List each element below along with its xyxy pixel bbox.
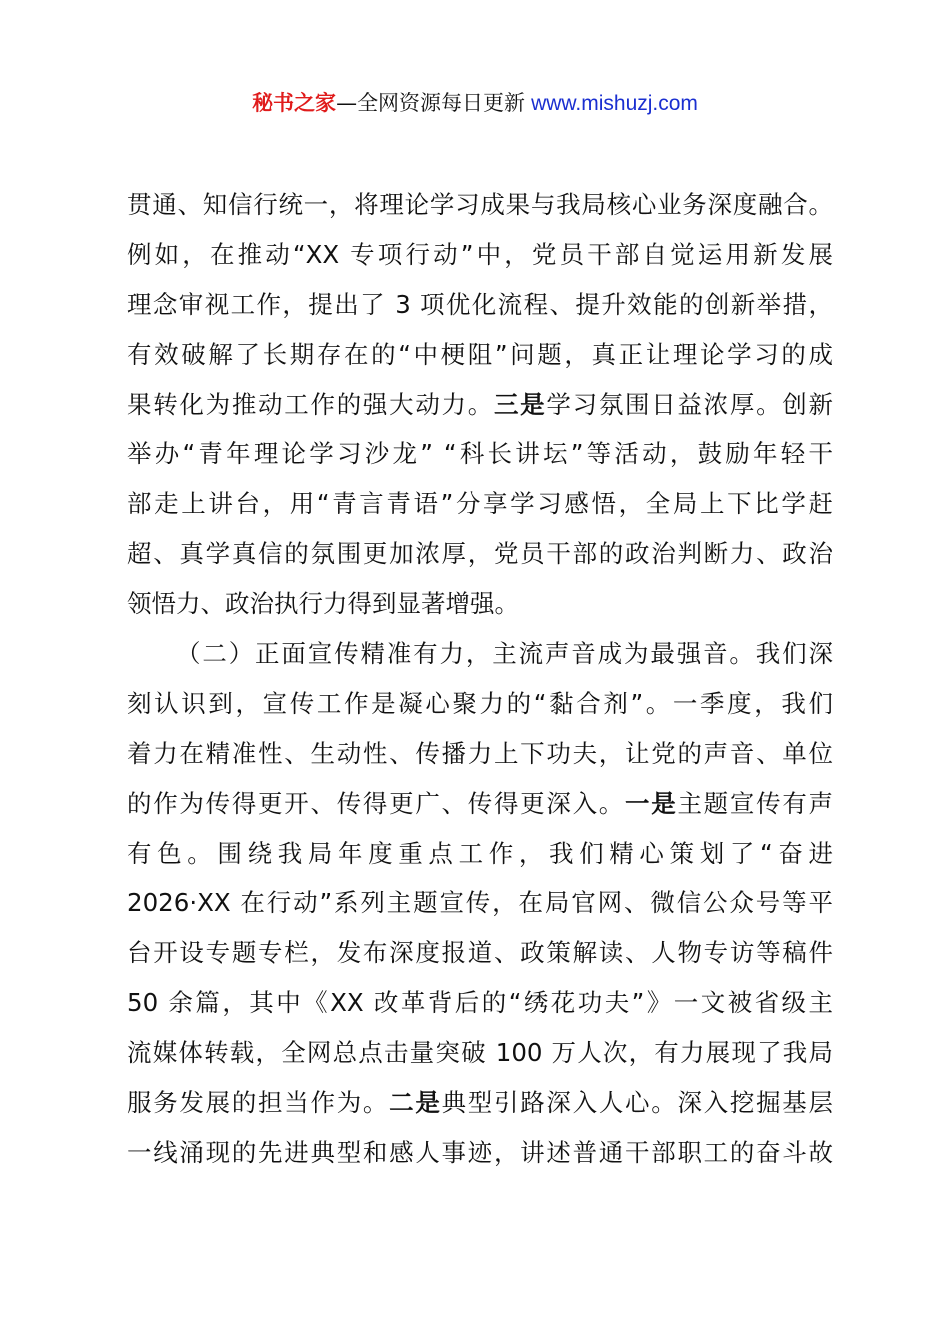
text-line: 领悟力、政治执行力得到显著增强。 xyxy=(127,589,519,619)
text-line: 着力在精准性、生动性、传播力上下功夫，让党的声音、单位 xyxy=(127,738,833,768)
text-line: 一线涌现的先进典型和感人事迹，讲述普通干部职工的奋斗故 xyxy=(127,1137,833,1167)
text-line: 台开设专题专栏，发布深度报道、政策解读、人物专访等稿件 xyxy=(127,938,833,968)
brand-name: 秘书之家 xyxy=(252,91,337,115)
text-line: 有效破解了长期存在的“中梗阻”问题，真正让理论学习的成 xyxy=(127,339,833,369)
line-text: 果转化为推动工作的强大动力。 xyxy=(127,389,494,419)
header-url[interactable]: www.mishuzj.com xyxy=(531,92,698,115)
text-line: 刻认识到，宣传工作是凝心聚力的“黏合剂”。一季度，我们 xyxy=(127,688,833,718)
text-line xyxy=(127,380,833,430)
text-line: 理念审视工作，提出了 3 项优化流程、提升效能的创新举措， xyxy=(127,289,833,319)
bold-marker: 一是 xyxy=(625,788,678,818)
text-line: 超、真学真信的氛围更加浓厚，党员干部的政治判断力、政治 xyxy=(127,539,833,569)
line-text: 学习氛围日益浓厚。创新 xyxy=(546,389,834,419)
text-line: 例如，在推动“XX 专项行动”中，党员干部自觉运用新发展 xyxy=(127,239,833,269)
line-text: 典型引路深入人心。深入挖掘基层 xyxy=(441,1088,834,1118)
text-line xyxy=(127,1078,833,1128)
page-header xyxy=(0,86,950,121)
text-line: 2026·XX 在行动”系列主题宣传，在局官网、微信公众号等平 xyxy=(127,888,833,918)
document-body xyxy=(127,180,833,1178)
text-line: 部走上讲台，用“青言青语”分享学习感悟，全局上下比学赶 xyxy=(127,489,833,519)
text-line: 有色。围绕我局年度重点工作，我们精心策划了“奋进 xyxy=(127,838,833,868)
bold-marker: 二是 xyxy=(389,1088,442,1118)
line-text: 服务发展的担当作为。 xyxy=(127,1088,390,1118)
text-line xyxy=(127,779,833,829)
text-line: 贯通、知信行统一，将理论学习成果与我局核心业务深度融合。 xyxy=(127,190,833,219)
text-line: 流媒体转载，全网总点击量突破 100 万人次，有力展现了我局 xyxy=(127,1038,833,1068)
header-tagline: —全网资源每日更新 xyxy=(336,91,526,115)
text-line: 举办“青年理论学习沙龙” “科长讲坛”等活动，鼓励年轻干 xyxy=(127,439,833,469)
text-line: 50 余篇，其中《XX 改革背后的“绣花功夫”》一文被省级主 xyxy=(127,988,833,1018)
line-text: 的作为传得更开、传得更广、传得更深入。 xyxy=(127,788,626,818)
text-line: （二）正面宣传精准有力，主流声音成为最强音。我们深 xyxy=(176,639,833,669)
line-text: 主题宣传有声 xyxy=(677,788,834,818)
bold-marker: 三是 xyxy=(493,389,547,419)
